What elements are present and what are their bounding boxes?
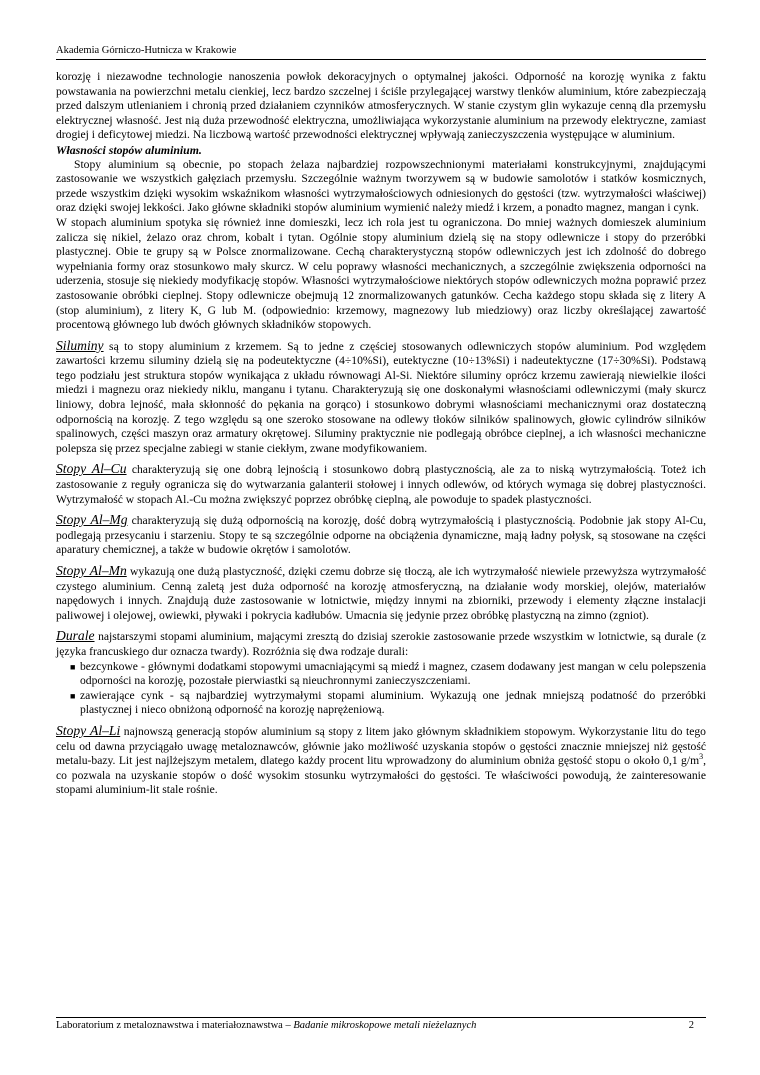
siluminy-paragraph	[56, 339, 706, 457]
al-li-paragraph	[56, 724, 706, 798]
durale-types-list	[56, 660, 706, 718]
al-cu-term: Stopy Al–Cu	[56, 461, 127, 477]
durale-type-zinc: zawierające cynk - są najbardziej wytrzymałymi stopami aluminium. Wykazują one jednak mniejszą podatność do przeróbki plastycznej i nieco obniżoną odporność na korozję naprężeniową.	[80, 688, 706, 717]
al-cu-paragraph	[56, 462, 706, 507]
siluminy-text: są to stopy aluminium z krzemem. Są to jedne z częściej stosowanych odlewniczych stopów aluminium. Pod względem zawartości krzemu siluminy dzielą się na podeutektyczne (4÷10%Si), eutektyczne (10÷13%Si) i nadeutektyczne (17÷30%Si). Podstawą tego podziału jest struktura stopów wynikająca z układu równowagi Al-Si. Niektóre siluminy oprócz krzemu zawierają niewielkie ilości miedzi i magnezu oraz niekiedy niklu, manganu i tytanu. Charakteryzują się one doskonałymi własnościami odlewniczymi (mały skurcz liniowy, dobra lejność, mała skłonność do pękania na gorąco) i stosunkowo dobrymi własnościami mechanicznymi oraz dostateczną odpornością na korozję. Z tego względu są one szeroko stosowane na odlewy tłoków silników spalinowych, głowic cylindrów silników spalinowych, części maszyn oraz armatury okrętowej. Siluminy praktycznie nie podlegają obróbce cieplnej, a ich własności mechaniczne polepsza się przez specjalne zabiegi w stanie ciekłym, zwane modyfikowaniem.	[56, 339, 706, 455]
al-mn-text: wykazują one dużą plastyczność, dzięki czemu dobrze się tłoczą, ale ich wytrzymałość niewiele przewyższa wytrzymałość czystego aluminium. Cenną zaletą jest duża odporność na korozję atmosferyczną, na działanie wody morskiej, olejów, materiałów napędowych i innych. Znajdują duże zastosowanie w lotnictwie, między innymi na zbiorniki, przewody i elementy złączne instalacji paliwowej i olejowej, owiewki, pływaki i pokrycia kadłubów. Umacnia się jedynie przez obróbkę plastyczną na zimno (zgniot).	[56, 565, 706, 622]
al-cu-text: charakteryzują się one dobrą lejnością i stosunkowo dobrą plastycznością, ale za to niską wytrzymałością. Toteż ich zastosowanie z reguły ogranicza się do wytwarzania galanterii stołowej i innych odlewów, od których wymaga się dobrej plastyczności. Wytrzymałość w stopach Al.-Cu można zwiększyć poprzez obróbkę cieplną, ale powoduje to spadek plastyczności.	[56, 463, 706, 506]
page-number: 2	[688, 1020, 694, 1031]
durale-paragraph	[56, 629, 706, 659]
section-heading: Własności stopów aluminium.	[56, 142, 202, 157]
al-li-text-end: , co pozwala na uzyskanie stopów o dość wysokim stosunku wytrzymałości do gęstości. Te właściwości powodują, że zainteresowanie stopami aluminium-lit stale rośnie.	[56, 754, 706, 797]
durale-type-zinc-free: bezcynkowe - głównymi dodatkami stopowymi umacniającymi są miedź i magnez, czasem dodawany jest mangan w celu polepszenia odporności na korozję, pozostałe pierwiastki są nieuchronnymi zanieczyszczeniami.	[80, 659, 706, 688]
list-item	[56, 689, 706, 718]
running-footer	[56, 1019, 706, 1032]
intro-paragraph: korozję i niezawodne technologie nanoszenia powłok dekoracyjnych o optymalnej jakości. Odporność na korozję wynika z faktu powstawania na powierzchni metalu cienkiej, lecz bardzo szczelnej i ściśle przylegającej warstwy tlenków aluminium, które zabezpieczają przed dalszym utlenianiem i chronią przed działaniem czynników atmosferycznych. W stanie czystym glin wykazuje cenną dla przemysłu elektrycznej własność. Jest nią duża przewodność elektryczna, umożliwiająca wykorzystanie aluminium na przewody elektryczne, zamiast drogiej i deficytowej miedzi. Na liczbową wartość przewodności elektrycznej wpływają zanieczyszczenia występujące w aluminium.	[56, 70, 706, 142]
footer-course: Laboratorium z metaloznawstwa i materiałoznawstwa –	[56, 1020, 294, 1031]
durale-term: Durale	[56, 628, 95, 644]
density-unit-exponent: 3	[699, 752, 704, 762]
square-bullet-icon: ■	[70, 661, 76, 672]
al-mn-term: Stopy Al–Mn	[56, 563, 127, 578]
al-li-term: Stopy Al–Li	[56, 722, 121, 738]
al-mn-paragraph	[56, 564, 706, 623]
al-li-text-start: najnowszą generacją stopów aluminium są stopy z litem jako głównym składnikiem stopowym. Wykorzystanie litu do tego celu od dawna przyciągało uwagę metaloznawców, głównie jako możliwość uzyskania stopów o gęstości znacznie mniejszej niż gęstość metalu-bazy. Lit jest najlżejszym metalem, dlatego każdy procent litu wprowadzony do aluminium obniża gęstość stopu o około 0,1 g/m	[56, 724, 706, 768]
list-item	[56, 660, 706, 689]
header-rule	[56, 59, 706, 60]
alloys-classification-paragraph: W stopach aluminium spotyka się również inne domieszki, lecz ich rola jest tu ograniczona. Do mniej ważnych domieszek aluminium zalicza się nikiel, żelazo oraz chrom, kobalt i tytan. Ogólnie stopy aluminium dzielą się na stopy odlewnicze i stopy do przeróbki plastycznej. Obie te grupy są w Polsce znormalizowane. Cechą charakterystyczną stopów odlewniczych jest ich zdolność do dobrego wypełniania formy oraz stosunkowo mały skurcz. W celu poprawy własności mechanicznych, a szczególnie zwiększenia odporności na uderzenia, stosuje się niekiedy modyfikację stopów. Własności wytrzymałościowe niektórych stopów odlewniczych można poprawić przez zastosowanie obróbki cieplnej. Stopy odlewnicze obejmują 12 znormalizowanych gatunków. Cecha każdego stopu składa się z litery A (stop aluminium), z litery K, G lub M. (odpowiednio: krzemowy, magnezowy lub miedziowy) oraz liczby określającej zawartość procentową głównego lub dwóch głównych składników stopowych.	[56, 215, 706, 332]
footer-topic: Badanie mikroskopowe metali nieżelaznych	[293, 1020, 477, 1031]
al-mg-term: Stopy Al–Mg	[56, 512, 128, 528]
durale-text: najstarszymi stopami aluminium, mającymi zresztą do dzisiaj szerokie zastosowanie przede wszystkim w lotnictwie, są durale (z języka francuskiego dur oznacza twardy). Rozróżnia się dwa rodzaje durali:	[56, 630, 706, 658]
alloys-overview-paragraph: Stopy aluminium są obecnie, po stopach żelaza najbardziej rozpowszechnionymi materiałami konstrukcyjnymi, znajdującymi zastosowanie we wszystkich gałęziach przemysłu. Szczególnie ważnym tworzywem są w budowie samolotów i statków kosmicznych, przede wszystkim dzięki wysokim wskaźnikom własności wytrzymałościowych odniesionych do gęstości (tzw. wytrzymałości właściwej) oraz dzięki swojej lekkości. Jako główne składniki stopów aluminium wymienić należy miedź i krzem, a ponadto magnez, mangan i cynk.	[56, 157, 706, 215]
al-mg-text: charakteryzują się dużą odpornością na korozję, dość dobrą wytrzymałością i plastycznością. Podobnie jak stopy Al-Cu, podlegają przesycaniu i starzeniu. Stopy te są szczególnie odporne na obciążenia dynamiczne, mają ładny połysk, są stosowane na części aparatury chemicznej, a także w budowie okrętów i samolotów.	[56, 514, 706, 557]
al-mg-paragraph	[56, 513, 706, 558]
running-header: Akademia Górniczo-Hutnicza w Krakowie	[56, 45, 237, 56]
page-body	[56, 70, 706, 798]
square-bullet-icon: ■	[70, 690, 76, 701]
footer-rule	[56, 1017, 706, 1018]
siluminy-term: Siluminy	[56, 337, 104, 353]
